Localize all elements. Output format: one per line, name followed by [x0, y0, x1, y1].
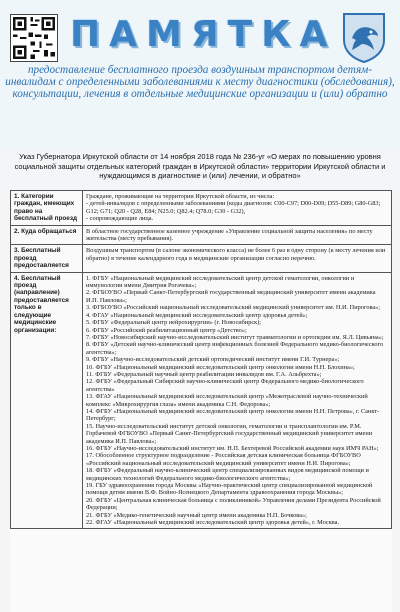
table-row	[11, 272, 392, 529]
table-row	[11, 225, 392, 245]
row-line: Граждане, проживающие на территории Иркутской области, из числа:	[86, 193, 275, 200]
org-item: 10. ФГБУ «Национальный медицинский исследовательский центр онкологии имени Н.Н. Блохина»;	[86, 363, 355, 371]
org-item: 19. ГБУ здравоохранения города Москвы «Научно-практический центр специализированной медицинской помощи детям имени В.Ф. Войно-Ясенецкого Департамента здравоохранения города Москвы»;	[86, 482, 373, 497]
org-item: 11. ФГБУ «Федеральный научный центр реабилитации инвалидов им. Г.А. Альбрехта»;	[86, 370, 322, 378]
org-item: 2. ФГБОУВО «Первый Санкт-Петербургский государственный медицинский университет имени академика И.П. Павлова»;	[86, 289, 376, 304]
row-line: - детей-инвалидов с определенными заболеваниями (коды диагнозов: С00-С97; D00-D09; D55-D89; G80-G83; G12; G71; Q20 - Q28, E84; N25.0; Q82.4; Q78.0; G30 - G32),	[86, 200, 381, 215]
org-item: 8. ФГБУ «Детский научно-клинический центр инфекционных болезней Федерального медико-биологического агентства»;	[86, 341, 384, 356]
org-item: 20. ФГБУ «Центральная клиническая больница с поликлиникой» Управления делами Президента Российской Федерации;	[86, 496, 381, 512]
emblem-icon	[340, 10, 388, 64]
qr-code-icon	[10, 14, 58, 62]
info-table-sheet	[10, 190, 392, 612]
row-label: 2. Куда обращаться	[11, 225, 83, 245]
org-item: 3. ФГБОУВО «Российский национальный исследовательский медицинский университет им. Н.И. Пирогова»;	[86, 304, 381, 312]
row-label: 4. Бесплатный проезд (направление) предоставляется только в следующие медицинские организации:	[11, 272, 83, 529]
info-table	[10, 190, 392, 529]
row-line: - сопровождающие лица.	[86, 215, 154, 223]
org-item: 17. Обособленное структурное подразделение - Российская детская клиническая больница ФГБОУВО «Российский национальный исследовательский медицинский университет имени Н.И. Пирогова»;	[86, 452, 361, 467]
org-item: 7. ФГБУ «Новосибирский научно-исследовательский институт травматологии и ортопедии им. Я.Л. Цивьяна»;	[86, 333, 384, 341]
org-item: 5. ФГБУ «Федеральный центр нейрохирургии» (г. Новосибирск);	[86, 319, 262, 327]
org-item: 14. ФГБУ «Национальный медицинский исследовательский центр онкологии имени Н.Н. Петрова», г. Санкт-Петербург;	[86, 407, 380, 423]
org-item: 4. ФГАУ «Национальный медицинский исследовательский центр здоровья детей»;	[86, 311, 308, 319]
row-line: В областное государственное казенное учреждение «Управление социальной защиты населения» по месту жительства (месту пребывания).	[86, 227, 373, 243]
row-content	[83, 225, 392, 245]
row-label: 3. Бесплатный проезд предоставляется	[11, 245, 83, 272]
org-item: 15. Научно-исследовательский институт детской онкологии, гематологии и трансплантологии им. Р.М. Горбачевой ФГБОУВО «Первый Санкт-Петербургский государственный медицинский университет имени академика И.П. Павлова»;	[86, 422, 373, 445]
row-content	[83, 191, 392, 226]
row-content	[83, 245, 392, 272]
header-band	[0, 0, 400, 150]
row-content	[83, 272, 392, 529]
org-item: 16. ФГБУ «Научно-исследовательский институт им. Н.П. Бехтеревой Российской академии наук ИМЧ РАН»;	[86, 445, 379, 452]
org-item: 13. ФГАУ «Национальный медицинский исследовательский центр «Межотраслевой научно-технический комплекс «Микрохирургия глаза» имени академика С.Н. Федорова»;	[86, 393, 368, 408]
page-title: ПАМЯТКА	[70, 14, 337, 55]
org-item: 12. ФГБУ «Федеральный Сибирский научно-клинический центр Федерального медико-биологического агентства»	[86, 378, 364, 393]
org-item: 18. ФГБУ «Федеральный научно-клинический центр специализированных видов медицинской помощи и медицинских технологий Федерального медико-биологического агентства»;	[86, 467, 369, 482]
row-label: 1. Категории граждан, имеющих право на бесплатный проезд	[11, 191, 83, 226]
table-row	[11, 245, 392, 272]
table-row	[11, 191, 392, 226]
org-item: 21. ФГБУ «Медико-генетический научный центр имени академика Н.П. Бочкова»;	[86, 511, 307, 519]
decree-text: Указ Губернатора Иркутской области от 14 ноября 2018 года № 236-уг «О мерах по повышению уровня социальной защиты отдельных категорий граждан в Иркутской области» территории Иркутской области и нуждающимся в диагностике и (или) лечении, и обратно»	[14, 152, 386, 180]
org-item: 6. ФГБУ «Российский реабилитационный центр «Детство»;	[86, 326, 247, 334]
org-item: 22. ФГАУ «Национальный медицинский исследовательский центр здоровья детей», г. Москва.	[86, 519, 340, 527]
row-line: Воздушным транспортом (в салоне экономического класса) не более 6 раз в одну сторону (к месту лечения или обратно) в течение календарного года в медицинские организации согласно перечню.	[86, 247, 386, 262]
org-item: 1. ФГБУ «Национальный медицинский исследовательский центр детской гематологии, онкологии и иммунологии имени Дмитрия Рогачева»;	[86, 274, 355, 290]
page-subtitle: предоставление бесплатного проезда воздушным транспортом детям-инвалидам с определенными заболеваниями к месту диагностики (обследования), консультации, лечения в отдельные медицинские организации и (или) обратно	[5, 64, 395, 100]
org-item: 9. ФГБУ «Научно-исследовательский детский ортопедический институт имени Г.И. Турнера»;	[86, 356, 340, 364]
